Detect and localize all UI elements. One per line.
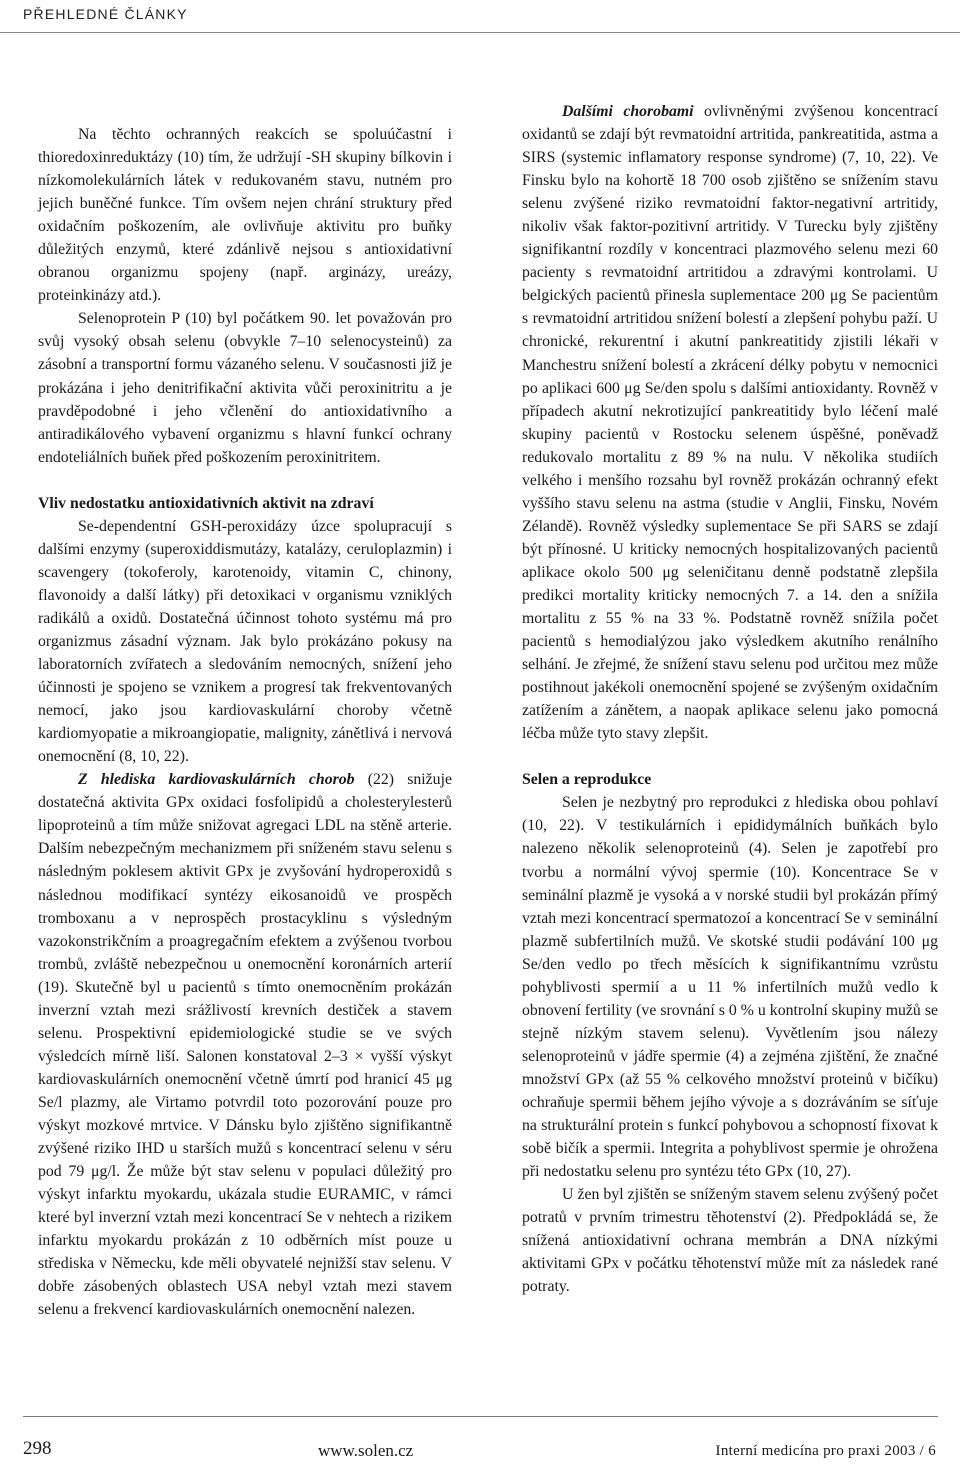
paragraph: Se-dependentní GSH-peroxidázy úzce spolupracují s dalšími enzymy (superoxiddismutázy, katalázy, ceruloplazmin) i scavengery (tokoferoly, karotenoidy, vitamin C, chinony, flavonoidy a další látky) při detoxikaci v organismu vzniklých radikálů a oxidů. Dostatečná účinnost tohoto systému má pro organizmus zásadní význam. Jak bylo prokázáno pokusy na laboratorních zvířatech a sledováním nemocných, snížení jeho účinnosti je spojeno se vznikem a progresí tak frekventovaných nemocí, jako jsou kardiovaskulární choroby včetně kardiomyopatie a mikroangiopatie, malignity, zánětlivá i nervová onemocnění (8, 10, 22). <box>38 517 452 766</box>
section-heading: Vliv nedostatku antioxidativních aktivit na zdraví <box>38 494 374 512</box>
paragraph-lead: Z hlediska kardiovaskulárních chorob <box>78 771 355 789</box>
section-heading: Selen a reprodukce <box>522 771 652 789</box>
paragraph: Selenoprotein P (10) byl počátkem 90. let považován pro svůj vysoký obsah selenu (obvykle 7–10 selenocysteinů) za zásobní a transportní formu vázaného selenu. V současnosti již je prokázána i jeho denitrifikační aktivita vůči peroxinitritu a je pravděpodobné i jeho včlenění do antioxidativního a antiradikálového vybavení organizmu s hlavní funkcí ochrany endoteliálních buňek před poškozením peroxinitritem. <box>38 310 452 466</box>
footer-rule <box>23 1416 938 1417</box>
paragraph: Selen je nezbytný pro reprodukci z hlediska obou pohlaví (10, 22). V testikulárních i epididymálních buňkách bylo nalezeno několik selenoproteinů (4). Selen je zapotřebí pro tvorbu a normální vývoj spermie (10). Koncentrace Se v seminální plazmě je vysoká a v norské studii byl prokázán přímý vztah mezi koncentrací spermatozoí a koncentrací Se v seminální plazmě subfertilních mužů. Ve skotské studii podávání 100 μg Se/den vedlo po třech měsících k signifikantnímu vzrůstu pohyblivosti spermií a u 11 % infertilních mužů vedlo k obnovení fertility (ve srovnání s 0 % u kontrolní skupiny mužů se stejně nízkým stavem selenu). Vyvětlením jsou nálezy selenoproteinů v jádře spermie (4) a zejména zjištění, že značné množství GPx (až 55 % celkového množství proteinů v bičíku) ochraňuje spermii během jejího vývoje a s dozráváním se síťuje na strukturální protein s funkcí pohybovou a schopností fixovat k sobě bičík a spermii. Integrita a pohyblivost spermie je ohrožena při nedostatku selenu pro syntézu této GPx (10, 27). <box>522 794 938 1181</box>
paragraph: Na těchto ochranných reakcích se spoluúčastní i thioredoxinreduktázy (10) tím, že udržují -SH skupiny bílkovin i nízkomolekulárních látek v redukovaném stavu, nutném pro jejich buněčné funkce. Tím ovšem nejen chrání struktury před oxidačním poškozením, ale ovlivňuje aktivitu pro buňky důležitých enzymů, které zdánlivě nejsou s antioxidativní obranou organizmu spojeny (např. arginázy, ureázy, proteinkinázy atd.). <box>38 126 452 305</box>
page-number: 298 <box>23 1438 52 1459</box>
paragraph <box>38 768 452 1321</box>
website-link[interactable]: www.solen.cz <box>318 1441 414 1460</box>
paragraph: U žen byl zjištěn se sníženým stavem selenu zvýšený počet potratů v prvním trimestru těhotenství (2). Předpokládá se, že snížená antioxidativní ochrana membrán a DNA nízkými aktivitami GPx v počátku těhotenství může mít za následek rané potraty. <box>522 1186 938 1296</box>
paragraph <box>522 100 938 745</box>
paragraph-lead: Dalšími chorobami <box>562 103 694 120</box>
section-label: PŘEHLEDNÉ ČLÁNKY <box>23 6 188 22</box>
left-column <box>38 100 452 1321</box>
journal-title: Interní medicína pro praxi 2003 / 6 <box>715 1443 936 1459</box>
paragraph-body: (22) snižuje dostatečná aktivita GPx oxidaci fosfolipidů a cholesterylesterů lipoproteinů a tím může snižovat agregaci LDL na stěně arterie. Dalším nebezpečným mechanizmem při sníženém stavu selenu s následným poklesem aktivit GPx je zvyšování hydroperoxidů s následnou modifikací syntézy eikosanoidů ve prospěch tromboxanu a v neprospěch prostacyklinu s výsledným vazokonstrikčním a proagregačním efektem a zvýšenou tvorbou trombů, zvláště nebezpečnou u onemocnění koronárních arterií (19). Skutečně byl u pacientů s tímto onemocněním prokázán inverzní vztah mezi srážlivostí krevních destiček a stavem selenu. Prospektivní epidemiologické studie se ve svých výsledcích mírně liší. Salonen konstatoval 2–3 × vyšší výskyt kardiovaskulárních onemocnění včetně úmrtí pod hranicí 45 μg Se/l plazmy, ale Virtamo potvrdil toto pozorování pouze pro výskyt mozkové mrtvice. V Dánsku bylo zjištěno signifikantně zvýšené riziko IHD u starších mužů s koncentrací selenu v séru pod 79 μg/l. Že může být stav selenu v populaci důležitý pro výskyt infarktu myokardu, ukázala studie EURAMIC, v rámci které byl inverzní vztah mezi koncentrací Se v nehtech a rizikem infarktu myokardu prokázán z 10 odběrních míst pouze u střediska v Německu, kde měli obyvatelé nejnižší stav selenu. V dobře zásobených oblastech USA nebyl vztah mezi stavem selenu a frekvencí kardiovaskulárních onemocnění nalezen. <box>38 771 452 1319</box>
header-rule <box>0 32 960 33</box>
paragraph-body: ovlivněnými zvýšenou koncentrací oxidantů se zdají být revmatoidní artritida, pankreatitida, astma a SIRS (systemic inflamatory response syndrome) (7, 10, 22). Ve Finsku bylo na kohortě 18 700 osob zjištěno se snížením stavu selenu zvýšené riziko revmatoidní faktor-negativní artritidy, nikoliv však faktor-pozitivní artritidy. V Turecku byly zjištěny signifikantní rozdíly v koncentraci plazmového selenu mezi 60 pacienty s revmatoidní artritidou a zdravými kontrolami. U belgických pacientů přinesla suplementace 200 μg Se pacientům s revmatoidní artritidou snížení bolestí a zlepšení pohybu paží. U chronické, rekurentní i akutní pankreatitidy zjistili lékaři v Manchestru snížení bolestí a zkrácení délky pobytu v nemocnici po aplikaci 600 μg Se/den spolu s dalšími antioxidanty. Rovněž v případech akutní nekrotizující pankreatitidy bylo léčení malé skupiny pacientů v Rostocku selenem úspěšné, poněvadž redukovalo mortalitu z 89 % na nulu. V několika studiích velkého i menšího rozsahu byl rovněž prokázán ochranný efekt vyššího stavu selenu na astma (studie v Anglii, Finsku, Novém Zélandě). Rovněž výsledky suplementace Se při SARS se zdají být přínosné. U kriticky nemocných hospitalizovaných pacientů aplikace okolo 500 μg seleničitanu denně podstatně zlepšila predikci mortality kriticky nemocných 7. a 14. den a snížila mortalitu z 55 % na 33 %. Podstatně rovněž snížila počet pacientů s hemodialýzou jako výsledkem akutního renálního selhání. Je zřejmé, že snížení stavu selenu pod určitou mez může postihnout jakékoli onemocnění spojené se zvýšeným oxidačním zatížením a zánětem, a naopak aplikace selenu jako pomocná léčba může tyto stavy zlepšit. <box>522 103 938 743</box>
right-column <box>522 100 938 1298</box>
